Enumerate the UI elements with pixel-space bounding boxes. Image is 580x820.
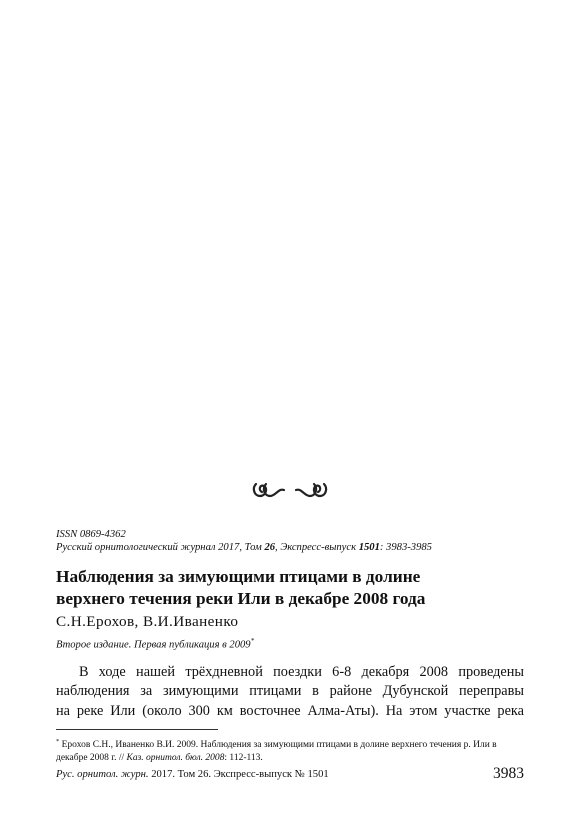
- journal-citation-line: [56, 542, 432, 553]
- edition-footnote-marker: *: [250, 637, 255, 645]
- running-footer: [56, 769, 329, 780]
- body-line-1: В ходе нашей трёхдневной поездки 6-8 декабря 2008 проведены: [79, 664, 524, 680]
- article-title: [56, 566, 526, 610]
- body-paragraph: [56, 663, 524, 721]
- title-line-2: верхнего течения реки Или в декабре 2008 года: [56, 589, 426, 608]
- footnote-text-1: Ерохов С.Н., Иваненко В.И. 2009. Наблюдения за зимующими птицами в долине верхнего течения р. Или в декабре 2008 г. //: [56, 740, 497, 763]
- footnote-journal: Каз. орнитол. бюл. 2008: [126, 752, 225, 763]
- footnote-text-2: : 112-113.: [224, 752, 263, 763]
- footnote-divider: [56, 729, 218, 730]
- section-ornament: [0, 478, 580, 509]
- body-line-3: на реке Или (около 300 км восточнее Алма-Аты). На этом участке река: [56, 702, 524, 719]
- page-number: 3983: [493, 765, 524, 782]
- edition-text: Второе издание. Первая публикация в 2009: [56, 639, 251, 651]
- article-authors: С.Н.Ерохов, В.И.Иваненко: [56, 613, 239, 630]
- issue-prefix: , Экспресс-выпуск: [275, 542, 359, 553]
- journal-prefix: Русский орнитологический журнал 2017, Том: [56, 542, 265, 553]
- title-line-1: Наблюдения за зимующими птицами в долине: [56, 567, 421, 586]
- footnote-marker: *: [56, 738, 60, 745]
- footer-issue-info: 2017. Том 26. Экспресс-выпуск № 1501: [148, 769, 329, 780]
- journal-volume: 26: [264, 542, 276, 553]
- body-line-2: наблюдения за зимующими птицами в районе Дубунской переправы: [56, 683, 524, 700]
- edition-note: [56, 637, 254, 651]
- footer-journal-abbr: Рус. орнитол. журн.: [56, 769, 149, 780]
- issn-line: ISSN 0869-4362: [56, 529, 126, 540]
- issue-number: 1501: [358, 542, 380, 553]
- page-range: : 3983-3985: [379, 542, 432, 553]
- ornament-icon: [250, 478, 330, 502]
- footnote: [56, 736, 526, 764]
